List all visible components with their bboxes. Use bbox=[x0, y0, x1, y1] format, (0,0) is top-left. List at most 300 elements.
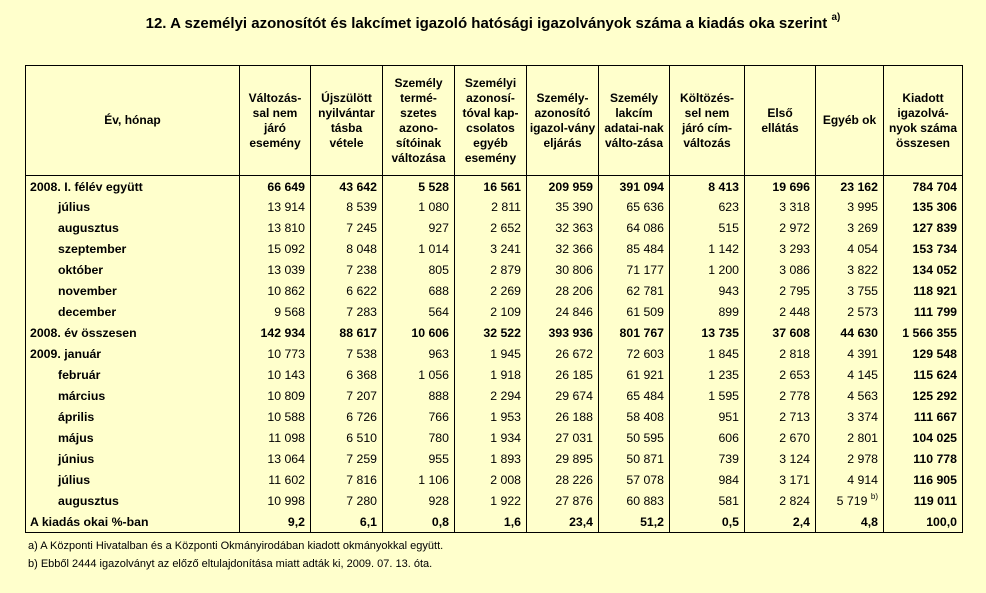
cell-value: 623 bbox=[718, 200, 739, 214]
cell-value: 766 bbox=[428, 410, 449, 424]
cell-value: 60 883 bbox=[626, 494, 664, 508]
cell-value: 10 998 bbox=[267, 494, 305, 508]
row-label: 2008. I. félév együtt bbox=[26, 176, 240, 197]
row-label: május bbox=[26, 428, 240, 449]
column-header: Első ellátás bbox=[745, 66, 816, 176]
cell-value: 4 145 bbox=[847, 368, 878, 382]
row-label: február bbox=[26, 365, 240, 386]
value-cell bbox=[311, 323, 383, 344]
cell-value: 1 566 355 bbox=[902, 326, 957, 340]
table-row bbox=[26, 197, 963, 218]
total-cell bbox=[884, 491, 963, 512]
value-cell bbox=[455, 323, 527, 344]
value-cell bbox=[383, 302, 455, 323]
value-cell bbox=[383, 428, 455, 449]
value-cell bbox=[311, 470, 383, 491]
cell-value: 8 048 bbox=[346, 242, 377, 256]
value-cell bbox=[670, 512, 745, 533]
cell-value: 2 824 bbox=[779, 494, 810, 508]
cell-value: 564 bbox=[428, 305, 449, 319]
cell-value: 2 008 bbox=[490, 473, 521, 487]
cell-value: 11 098 bbox=[268, 431, 305, 445]
value-cell bbox=[670, 281, 745, 302]
value-cell bbox=[816, 344, 884, 365]
value-cell bbox=[527, 218, 599, 239]
value-cell bbox=[455, 176, 527, 197]
cell-value: 209 959 bbox=[548, 180, 593, 195]
cell-value: 3 124 bbox=[779, 452, 810, 466]
value-cell bbox=[240, 491, 311, 512]
value-cell bbox=[527, 302, 599, 323]
value-cell bbox=[240, 344, 311, 365]
row-label: szeptember bbox=[26, 239, 240, 260]
cell-value: 963 bbox=[428, 347, 449, 361]
cell-value: 1 595 bbox=[708, 389, 739, 403]
title-footnote-marker: a) bbox=[831, 12, 841, 23]
value-cell bbox=[816, 365, 884, 386]
value-cell bbox=[527, 407, 599, 428]
column-header: Személyi azonosí-tóval kap-csolatos egyéb esemény bbox=[455, 66, 527, 176]
cell-value: 10 773 bbox=[267, 347, 305, 361]
table-row bbox=[26, 407, 963, 428]
cell-value: 125 292 bbox=[912, 389, 957, 403]
cell-value: 13 810 bbox=[267, 221, 305, 235]
cell-value: 7 259 bbox=[346, 452, 377, 466]
table-row bbox=[26, 386, 963, 407]
cell-value: 7 816 bbox=[346, 473, 377, 487]
value-cell bbox=[599, 470, 670, 491]
cell-value: 2 652 bbox=[490, 221, 521, 235]
cell-value: 515 bbox=[718, 221, 739, 235]
value-cell bbox=[527, 176, 599, 197]
value-cell bbox=[240, 302, 311, 323]
value-cell bbox=[816, 449, 884, 470]
total-cell bbox=[884, 365, 963, 386]
cell-value: 4,8 bbox=[860, 514, 878, 529]
cell-value: 9 568 bbox=[274, 305, 305, 319]
value-cell bbox=[455, 512, 527, 533]
total-cell bbox=[884, 260, 963, 281]
total-cell bbox=[884, 470, 963, 491]
value-cell bbox=[599, 365, 670, 386]
value-cell bbox=[311, 386, 383, 407]
value-cell bbox=[240, 281, 311, 302]
value-cell bbox=[670, 323, 745, 344]
value-cell bbox=[311, 407, 383, 428]
total-cell bbox=[884, 449, 963, 470]
value-cell bbox=[670, 491, 745, 512]
value-cell bbox=[527, 281, 599, 302]
cell-value: 951 bbox=[718, 410, 739, 424]
cell-value: 6 368 bbox=[346, 368, 377, 382]
value-cell bbox=[240, 365, 311, 386]
cell-value: 0,8 bbox=[431, 514, 449, 529]
value-cell bbox=[240, 323, 311, 344]
value-cell bbox=[455, 197, 527, 218]
cell-value: 1 056 bbox=[418, 368, 449, 382]
cell-value: 13 039 bbox=[267, 263, 305, 277]
value-cell bbox=[240, 218, 311, 239]
table-row bbox=[26, 239, 963, 260]
cell-value: 65 484 bbox=[626, 389, 664, 403]
row-label: augusztus bbox=[26, 491, 240, 512]
cell-value: 801 767 bbox=[619, 326, 664, 340]
cell-value: 27 031 bbox=[555, 431, 593, 445]
cell-value: 2 713 bbox=[779, 410, 810, 424]
cell-value: 899 bbox=[718, 305, 739, 319]
column-header: Változás-sal nem járó esemény bbox=[240, 66, 311, 176]
footnote-b: b) Ebből 2444 igazolványt az előző eltulajdonítása miatt adták ki, 2009. 07. 13. óta. bbox=[28, 558, 433, 570]
value-cell bbox=[599, 407, 670, 428]
value-cell bbox=[745, 176, 816, 197]
cell-value: 1 953 bbox=[490, 410, 521, 424]
value-cell bbox=[816, 260, 884, 281]
cell-value: 2 109 bbox=[490, 305, 521, 319]
total-cell bbox=[884, 512, 963, 533]
cell-value: 4 563 bbox=[847, 389, 878, 403]
value-cell bbox=[527, 239, 599, 260]
value-cell bbox=[455, 386, 527, 407]
row-label: június bbox=[26, 449, 240, 470]
column-header: Személy termé-szetes azono-sítóinak változása bbox=[383, 66, 455, 176]
cell-value: 3 995 bbox=[847, 200, 878, 214]
value-cell bbox=[816, 386, 884, 407]
total-cell bbox=[884, 176, 963, 197]
table-row bbox=[26, 260, 963, 281]
cell-value: 111 799 bbox=[913, 305, 957, 319]
column-header: Személy lakcím adatai-nak válto-zása bbox=[599, 66, 670, 176]
cell-value: 1 945 bbox=[490, 347, 521, 361]
value-cell bbox=[240, 470, 311, 491]
value-cell bbox=[745, 512, 816, 533]
value-cell bbox=[383, 365, 455, 386]
value-cell bbox=[311, 197, 383, 218]
value-cell bbox=[527, 344, 599, 365]
value-cell bbox=[311, 281, 383, 302]
value-cell bbox=[599, 491, 670, 512]
row-label: március bbox=[26, 386, 240, 407]
value-cell bbox=[745, 365, 816, 386]
cell-value: 43 642 bbox=[339, 180, 377, 195]
cell-value: 688 bbox=[428, 284, 449, 298]
total-cell bbox=[884, 323, 963, 344]
cell-value: 7 283 bbox=[346, 305, 377, 319]
cell-value: 7 238 bbox=[346, 263, 377, 277]
cell-value: 2,4 bbox=[792, 514, 810, 529]
value-cell bbox=[455, 491, 527, 512]
summary-row bbox=[26, 176, 963, 197]
summary-row bbox=[26, 323, 963, 344]
value-cell bbox=[670, 386, 745, 407]
value-cell bbox=[383, 512, 455, 533]
table-row bbox=[26, 449, 963, 470]
cell-value: 784 704 bbox=[912, 180, 957, 195]
table-title-text: 12. A személyi azonosítót és lakcímet igazoló hatósági igazolványok száma a kiadás oka szerint bbox=[145, 15, 828, 32]
value-cell bbox=[240, 176, 311, 197]
total-cell bbox=[884, 386, 963, 407]
cell-value: 104 025 bbox=[912, 431, 957, 445]
cell-value: 153 734 bbox=[912, 242, 957, 256]
cell-value: 15 092 bbox=[267, 242, 305, 256]
value-cell bbox=[240, 386, 311, 407]
cell-value: 51,2 bbox=[640, 514, 664, 529]
value-cell bbox=[745, 323, 816, 344]
value-cell bbox=[599, 239, 670, 260]
value-cell bbox=[670, 428, 745, 449]
cell-value: 26 188 bbox=[555, 410, 593, 424]
cell-value: 3 822 bbox=[847, 263, 878, 277]
cell-value: 115 624 bbox=[913, 368, 957, 382]
cell-value: 1 200 bbox=[708, 263, 739, 277]
value-cell bbox=[599, 302, 670, 323]
cell-value: 10 809 bbox=[267, 389, 305, 403]
cell-value: 24 846 bbox=[555, 305, 593, 319]
total-cell bbox=[884, 197, 963, 218]
total-cell bbox=[884, 281, 963, 302]
cell-value: 1 918 bbox=[490, 368, 521, 382]
table-row bbox=[26, 218, 963, 239]
value-cell bbox=[816, 239, 884, 260]
cell-value: 16 561 bbox=[483, 180, 521, 195]
value-cell bbox=[670, 365, 745, 386]
cell-value: 739 bbox=[718, 452, 739, 466]
cell-value: 134 052 bbox=[912, 263, 957, 277]
cell-value: 1 934 bbox=[490, 431, 521, 445]
cell-value: 1 845 bbox=[708, 347, 739, 361]
value-cell bbox=[383, 197, 455, 218]
row-label: 2009. január bbox=[26, 344, 240, 365]
cell-value: 955 bbox=[428, 452, 449, 466]
cell-value: 943 bbox=[718, 284, 739, 298]
summary-row bbox=[26, 512, 963, 533]
value-cell bbox=[745, 449, 816, 470]
cell-value: 1 142 bbox=[708, 242, 739, 256]
total-cell bbox=[884, 302, 963, 323]
cell-value: 2 879 bbox=[490, 263, 521, 277]
cell-value: 2 269 bbox=[490, 284, 521, 298]
cell-value: 4 054 bbox=[847, 242, 878, 256]
cell-value: 0,5 bbox=[721, 514, 739, 529]
row-label: április bbox=[26, 407, 240, 428]
cell-value: 13 064 bbox=[267, 452, 305, 466]
value-cell bbox=[383, 323, 455, 344]
cell-value: 7 538 bbox=[346, 347, 377, 361]
total-cell bbox=[884, 239, 963, 260]
cell-value: 118 921 bbox=[913, 284, 957, 298]
cell-value: 10 143 bbox=[267, 368, 305, 382]
cell-value: 2 448 bbox=[779, 305, 810, 319]
value-cell bbox=[455, 218, 527, 239]
value-cell bbox=[383, 281, 455, 302]
value-cell bbox=[455, 239, 527, 260]
value-cell bbox=[816, 302, 884, 323]
cell-value: 100,0 bbox=[926, 514, 957, 529]
cell-value: 116 905 bbox=[913, 473, 957, 487]
value-cell bbox=[383, 491, 455, 512]
row-label: július bbox=[26, 470, 240, 491]
cell-value: 2 778 bbox=[779, 389, 810, 403]
value-cell bbox=[816, 323, 884, 344]
value-cell bbox=[527, 470, 599, 491]
cell-value: 805 bbox=[428, 263, 449, 277]
table-body bbox=[26, 176, 963, 533]
value-cell bbox=[816, 470, 884, 491]
value-cell bbox=[745, 281, 816, 302]
value-cell bbox=[240, 449, 311, 470]
value-cell bbox=[383, 386, 455, 407]
row-label: november bbox=[26, 281, 240, 302]
value-cell bbox=[599, 176, 670, 197]
value-cell bbox=[240, 239, 311, 260]
cell-value: 984 bbox=[718, 473, 739, 487]
cell-value: 127 839 bbox=[912, 221, 957, 235]
cell-value: 1 893 bbox=[490, 452, 521, 466]
value-cell bbox=[670, 449, 745, 470]
cell-value: 111 667 bbox=[913, 410, 957, 424]
cell-value: 3 241 bbox=[490, 242, 521, 256]
cell-value: 32 366 bbox=[555, 242, 593, 256]
value-cell bbox=[311, 218, 383, 239]
value-cell bbox=[670, 176, 745, 197]
value-cell bbox=[527, 260, 599, 281]
value-cell bbox=[455, 365, 527, 386]
cell-value: 88 617 bbox=[339, 326, 377, 340]
cell-value: 391 094 bbox=[619, 180, 664, 195]
value-cell bbox=[745, 428, 816, 449]
value-cell bbox=[455, 470, 527, 491]
value-cell bbox=[745, 407, 816, 428]
value-cell bbox=[311, 428, 383, 449]
cell-value: 119 011 bbox=[913, 494, 957, 508]
cell-value: 110 778 bbox=[913, 452, 957, 466]
footnote-a: a) A Központi Hivatalban és a Központi Okmányirodában kiadott okmányokkal együtt. bbox=[28, 540, 444, 552]
value-cell bbox=[745, 386, 816, 407]
value-cell bbox=[745, 491, 816, 512]
cell-value: 32 522 bbox=[483, 326, 521, 340]
value-cell bbox=[599, 386, 670, 407]
cell-value: 64 086 bbox=[626, 221, 664, 235]
row-label: 2008. év összesen bbox=[26, 323, 240, 344]
cell-value: 61 921 bbox=[626, 368, 664, 382]
value-cell bbox=[527, 428, 599, 449]
value-cell bbox=[311, 344, 383, 365]
column-header: Kiadott igazolvá-nyok száma összesen bbox=[884, 66, 963, 176]
cell-value: 44 630 bbox=[840, 326, 878, 340]
row-label: december bbox=[26, 302, 240, 323]
cell-value: 6,1 bbox=[359, 514, 377, 529]
cell-value: 3 269 bbox=[847, 221, 878, 235]
row-label: július bbox=[26, 197, 240, 218]
cell-value: 2 670 bbox=[779, 431, 810, 445]
cell-value: 8 413 bbox=[708, 180, 739, 195]
cell-value: 6 622 bbox=[346, 284, 377, 298]
value-cell bbox=[745, 239, 816, 260]
cell-value: 2 972 bbox=[779, 221, 810, 235]
cell-value: 29 895 bbox=[555, 452, 593, 466]
value-cell bbox=[527, 365, 599, 386]
statistics-table bbox=[25, 65, 963, 533]
cell-value: 85 484 bbox=[626, 242, 664, 256]
cell-value: 7 207 bbox=[346, 389, 377, 403]
cell-value: 5 719 bbox=[836, 494, 868, 509]
header-row bbox=[26, 66, 963, 176]
total-cell bbox=[884, 407, 963, 428]
column-header: Újszülött nyilvántar tásba vétele bbox=[311, 66, 383, 176]
cell-value: 32 363 bbox=[555, 221, 593, 235]
cell-value: 23,4 bbox=[569, 514, 593, 529]
total-cell bbox=[884, 218, 963, 239]
value-cell bbox=[527, 386, 599, 407]
cell-value: 8 539 bbox=[346, 200, 377, 214]
cell-value: 26 185 bbox=[555, 368, 593, 382]
value-cell bbox=[599, 281, 670, 302]
cell-value: 927 bbox=[428, 221, 449, 235]
cell-value: 10 606 bbox=[411, 326, 449, 340]
value-cell bbox=[311, 512, 383, 533]
cell-value: 1 106 bbox=[418, 473, 449, 487]
cell-value: 66 649 bbox=[267, 180, 305, 195]
cell-value: 10 862 bbox=[267, 284, 305, 298]
cell-value: 888 bbox=[428, 389, 449, 403]
cell-value: 1 235 bbox=[708, 368, 739, 382]
value-cell bbox=[599, 197, 670, 218]
table-header bbox=[26, 66, 963, 176]
cell-value: 3 171 bbox=[779, 473, 810, 487]
value-cell bbox=[745, 218, 816, 239]
cell-value: 4 391 bbox=[847, 347, 878, 361]
cell-value: 3 318 bbox=[779, 200, 810, 214]
footnote-marker: b) bbox=[870, 492, 878, 502]
cell-value: 1 922 bbox=[490, 494, 521, 508]
value-cell bbox=[745, 344, 816, 365]
value-cell bbox=[599, 344, 670, 365]
value-cell bbox=[527, 491, 599, 512]
value-cell bbox=[527, 512, 599, 533]
value-cell bbox=[670, 260, 745, 281]
value-cell bbox=[670, 239, 745, 260]
value-cell bbox=[745, 260, 816, 281]
cell-value: 9,2 bbox=[287, 514, 305, 529]
value-cell bbox=[599, 218, 670, 239]
value-cell bbox=[599, 512, 670, 533]
total-cell bbox=[884, 344, 963, 365]
value-cell bbox=[240, 512, 311, 533]
cell-value: 393 936 bbox=[548, 326, 593, 340]
value-cell bbox=[455, 344, 527, 365]
cell-value: 28 226 bbox=[555, 473, 593, 487]
value-cell bbox=[670, 218, 745, 239]
cell-value: 129 548 bbox=[912, 347, 957, 361]
cell-value: 57 078 bbox=[626, 473, 664, 487]
value-cell bbox=[455, 407, 527, 428]
value-cell bbox=[670, 470, 745, 491]
value-cell bbox=[816, 281, 884, 302]
row-label: október bbox=[26, 260, 240, 281]
value-cell bbox=[383, 407, 455, 428]
value-cell bbox=[383, 344, 455, 365]
cell-value: 6 726 bbox=[346, 410, 377, 424]
value-cell bbox=[816, 407, 884, 428]
cell-value: 928 bbox=[428, 494, 449, 508]
cell-value: 23 162 bbox=[840, 180, 878, 195]
total-cell bbox=[884, 428, 963, 449]
value-cell bbox=[240, 260, 311, 281]
value-cell bbox=[527, 323, 599, 344]
table-row bbox=[26, 365, 963, 386]
value-cell bbox=[816, 428, 884, 449]
cell-value: 6 510 bbox=[346, 431, 377, 445]
value-cell bbox=[670, 302, 745, 323]
